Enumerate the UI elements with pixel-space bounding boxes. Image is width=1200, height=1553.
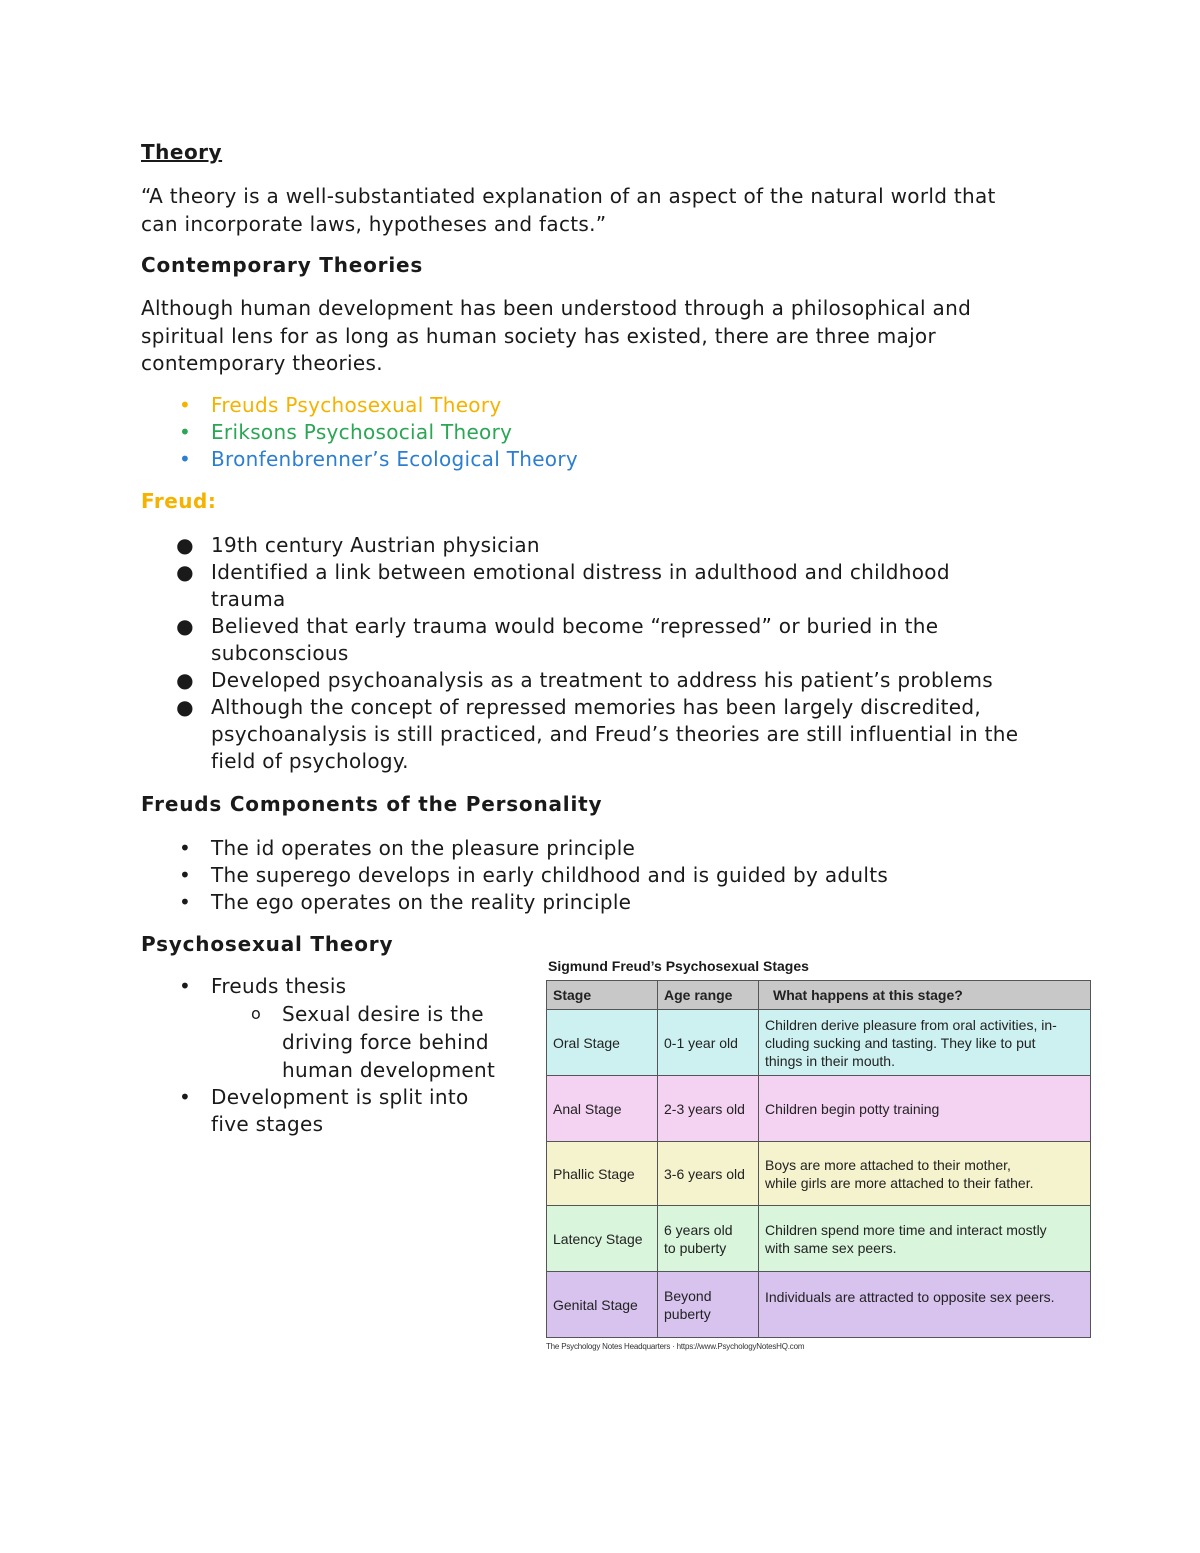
component-item: The id operates on the pleasure principle xyxy=(211,836,636,860)
contemporary-heading: Contemporary Theories xyxy=(141,253,424,277)
component-item: The ego operates on the reality principle xyxy=(211,890,632,914)
bullet-icon: • xyxy=(178,974,192,998)
list-item xyxy=(141,694,1018,775)
age-line: to puberty xyxy=(664,1239,727,1256)
bullet-icon: • xyxy=(178,420,192,444)
bullet-icon: • xyxy=(178,447,192,471)
table-row xyxy=(547,1272,1091,1338)
column-header: Age range xyxy=(658,981,759,1010)
age-cell: 0-1 year old xyxy=(658,1010,759,1076)
stage-cell: Anal Stage xyxy=(547,1076,658,1142)
freud-item-line: field of psychology. xyxy=(211,749,409,773)
list-item xyxy=(141,973,495,1084)
description-line: Boys are more attached to their mother, xyxy=(765,1156,1011,1173)
bullet-icon: ● xyxy=(176,614,194,638)
freud-item-line: trauma xyxy=(211,587,286,611)
psychosexual-item-line: Development is split into xyxy=(211,1085,469,1109)
figure-title: Sigmund Freud’s Psychosexual Stages xyxy=(548,958,809,974)
subitem-line: driving force behind xyxy=(282,1030,489,1054)
list-item xyxy=(141,1084,495,1138)
description-line: Children spend more time and interact mostly xyxy=(765,1221,1047,1238)
stage-cell: Genital Stage xyxy=(547,1272,658,1338)
description-line: things in their mouth. xyxy=(765,1052,895,1069)
theories-list xyxy=(141,392,578,473)
theory-item-label: Eriksons Psychosocial Theory xyxy=(211,420,513,444)
description-cell xyxy=(759,1142,1091,1206)
psychosexual-heading: Psychosexual Theory xyxy=(141,932,394,956)
sub-list-item xyxy=(211,1000,495,1084)
paragraph-line: spiritual lens for as long as human society has existed, there are three major xyxy=(141,323,936,348)
table-row xyxy=(547,1206,1091,1272)
description-line: Children derive pleasure from oral activities, in- xyxy=(765,1016,1057,1033)
theory-heading: Theory xyxy=(141,140,223,164)
description-line: cluding sucking and tasting. They like to put xyxy=(765,1034,1036,1051)
stage-cell: Latency Stage xyxy=(547,1206,658,1272)
age-line: Beyond xyxy=(664,1287,712,1304)
description-cell xyxy=(759,1010,1091,1076)
list-item xyxy=(141,559,1018,613)
freud-item-line: 19th century Austrian physician xyxy=(211,533,540,557)
paragraph-line: contemporary theories. xyxy=(141,351,383,375)
list-item xyxy=(141,889,888,916)
age-line: 6 years old xyxy=(664,1221,733,1238)
age-cell xyxy=(658,1272,759,1338)
stage-cell: Oral Stage xyxy=(547,1010,658,1076)
theory-quote xyxy=(141,182,1061,238)
bullet-icon: • xyxy=(178,1085,192,1109)
component-item: The superego develops in early childhood and is guided by adults xyxy=(211,863,889,887)
list-item xyxy=(141,419,578,446)
bullet-icon: ● xyxy=(176,695,194,719)
column-header: Stage xyxy=(547,981,658,1010)
circle-bullet-icon: o xyxy=(251,1004,262,1023)
theory-item-label: Bronfenbrenner’s Ecological Theory xyxy=(211,447,579,471)
bullet-icon: • xyxy=(178,890,192,914)
description-cell xyxy=(759,1206,1091,1272)
freud-item-line: Believed that early trauma would become “repressed” or buried in the xyxy=(211,614,939,638)
psychosexual-list xyxy=(141,973,495,1138)
list-item xyxy=(141,446,578,473)
list-item xyxy=(141,835,888,862)
theory-quote-line: can incorporate laws, hypotheses and facts.” xyxy=(141,212,607,236)
list-item xyxy=(141,613,1018,667)
table-header-row xyxy=(547,981,1091,1010)
stages-table xyxy=(546,980,1091,1338)
age-cell: 2-3 years old xyxy=(658,1076,759,1142)
table-row xyxy=(547,1076,1091,1142)
table-row xyxy=(547,1010,1091,1076)
freud-item-line: psychoanalysis is still practiced, and Freud’s theories are still influential in the xyxy=(211,722,1019,746)
contemporary-paragraph xyxy=(141,295,1041,378)
bullet-icon: ● xyxy=(176,560,194,584)
list-item xyxy=(141,392,578,419)
subitem-line: human development xyxy=(282,1058,496,1082)
figure-credit: The Psychology Notes Headquarters · https://www.PsychologyNotesHQ.com xyxy=(546,1342,805,1351)
freud-heading: Freud: xyxy=(141,489,217,513)
psychosexual-item-line: five stages xyxy=(211,1112,324,1136)
components-list xyxy=(141,835,888,916)
components-heading: Freuds Components of the Personality xyxy=(141,792,603,816)
list-item xyxy=(141,667,1018,694)
freud-item-line: Developed psychoanalysis as a treatment to address his patient’s problems xyxy=(211,668,993,692)
bullet-icon: ● xyxy=(176,533,194,557)
theory-quote-line: “A theory is a well-substantiated explanation of an aspect of the natural world that xyxy=(141,184,996,208)
list-item xyxy=(141,862,888,889)
freud-item-line: Identified a link between emotional distress in adulthood and childhood xyxy=(211,560,950,584)
table-row xyxy=(547,1142,1091,1206)
age-line: puberty xyxy=(664,1305,711,1322)
subitem-line: Sexual desire is the xyxy=(282,1002,484,1026)
psychosexual-stages-figure xyxy=(546,956,1092,1351)
paragraph-line: Although human development has been understood through a philosophical and xyxy=(141,296,972,320)
description-line: with same sex peers. xyxy=(765,1239,897,1256)
bullet-icon: ● xyxy=(176,668,194,692)
freud-item-line: subconscious xyxy=(211,641,349,665)
bullet-icon: • xyxy=(178,836,192,860)
freud-list xyxy=(141,532,1018,775)
age-cell xyxy=(658,1206,759,1272)
age-cell: 3-6 years old xyxy=(658,1142,759,1206)
bullet-icon: • xyxy=(178,863,192,887)
bullet-icon: • xyxy=(178,393,192,417)
psychosexual-sublist xyxy=(211,1000,495,1084)
stage-cell: Phallic Stage xyxy=(547,1142,658,1206)
description-line: while girls are more attached to their father. xyxy=(765,1174,1034,1191)
list-item xyxy=(141,532,1018,559)
description-cell: Children begin potty training xyxy=(759,1076,1091,1142)
freud-item-line: Although the concept of repressed memories has been largely discredited, xyxy=(211,695,982,719)
column-header: What happens at this stage? xyxy=(759,981,1091,1010)
theory-item-label: Freuds Psychosexual Theory xyxy=(211,393,502,417)
psychosexual-item: Freuds thesis xyxy=(211,974,347,998)
description-cell: Individuals are attracted to opposite sex peers. xyxy=(759,1272,1091,1338)
